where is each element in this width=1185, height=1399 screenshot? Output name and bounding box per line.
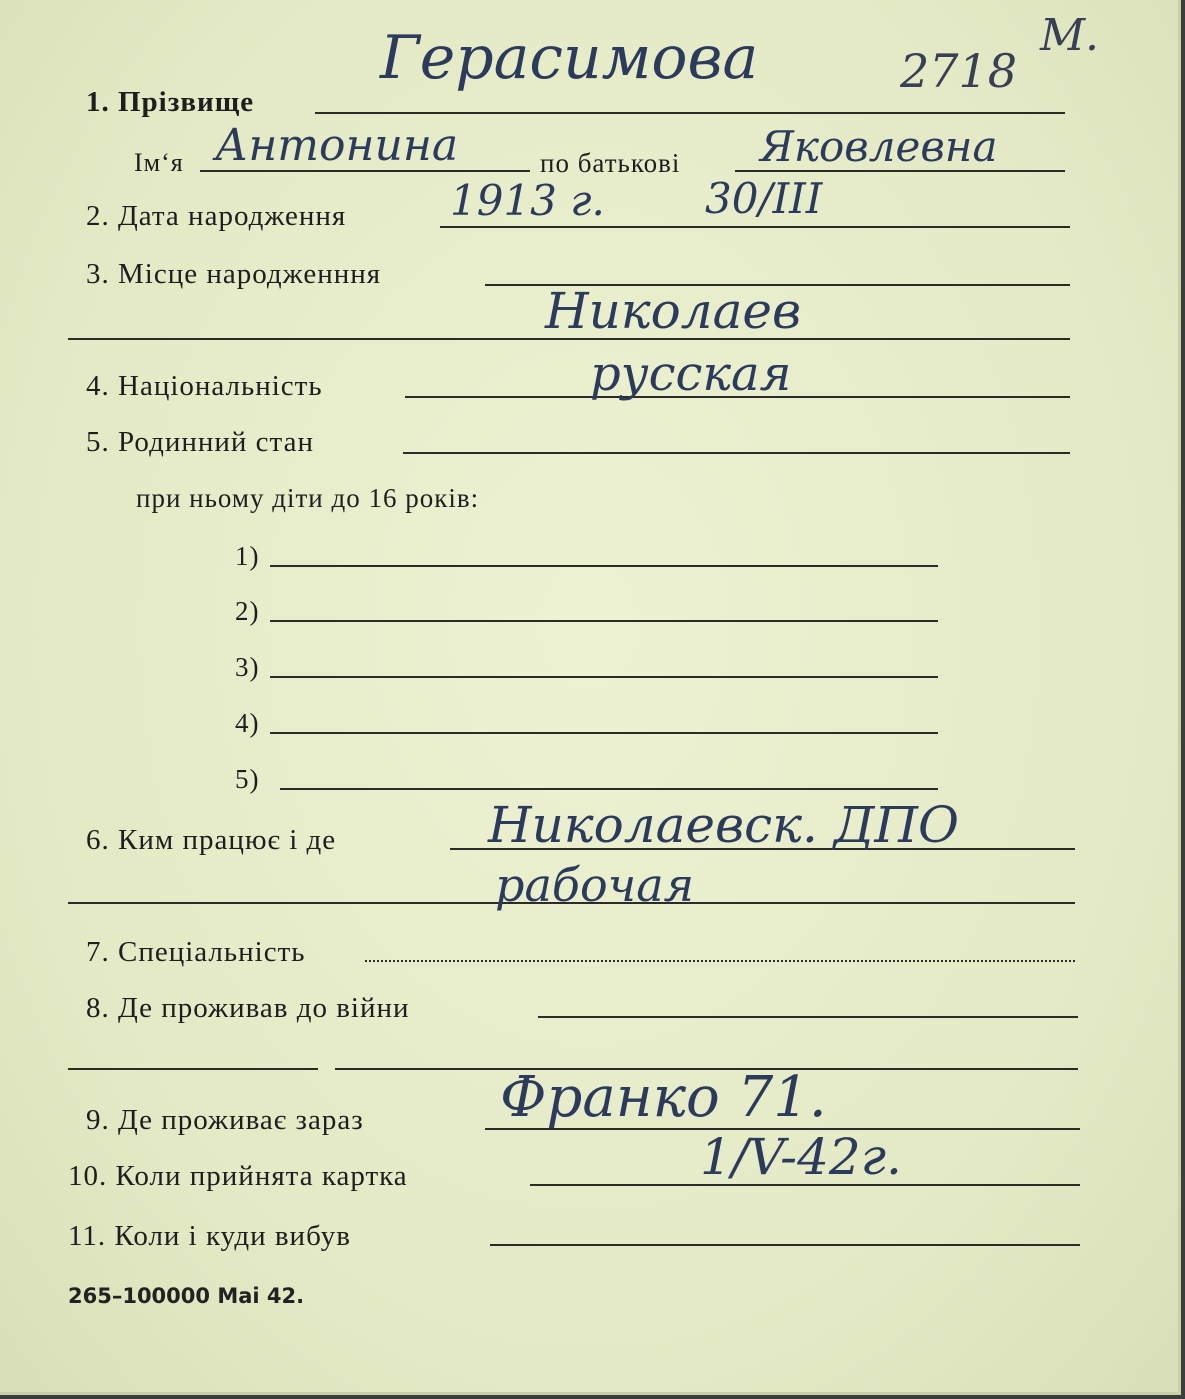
birth-place-label: 3. Місце народженння [86, 258, 382, 290]
birth-date-day: 30/III [705, 174, 823, 223]
birth-date-label: 2. Дата народження [86, 200, 347, 232]
pre-war-residence-line [538, 1016, 1078, 1018]
child-4-line [270, 732, 938, 734]
surname-label: 1. Прізвище [86, 86, 255, 118]
work-value-line-2: рабочая [495, 858, 695, 912]
birth-place-value: Николаев [545, 282, 802, 340]
print-code: 265–100000 Mai 42. [68, 1284, 305, 1308]
specialty-line [365, 960, 1075, 962]
departed-label: 11. Коли і куди вибув [68, 1220, 351, 1252]
card-accepted-label: 10. Коли прийнята картка [68, 1160, 408, 1192]
nationality-label: 4. Національність [86, 370, 323, 402]
child-1-line [270, 565, 938, 567]
child-4-label: 4) [235, 708, 260, 738]
birth-date-year: 1913 г. [450, 176, 605, 225]
name-value: Антонина [215, 120, 459, 171]
pre-war-residence-line-2 [68, 1068, 318, 1070]
specialty-label: 7. Спеціальність [86, 936, 306, 968]
patronymic-label: по батькові [540, 148, 681, 178]
children-note: при ньому діти до 16 років: [136, 483, 480, 513]
child-5-label: 5) [235, 764, 260, 794]
child-3-label: 3) [235, 652, 260, 682]
current-residence-label: 9. Де проживає зараз [86, 1104, 364, 1136]
surname-value: Герасимова [380, 23, 759, 93]
record-number: 2718 [900, 44, 1018, 98]
card-accepted-value: 1/V-42г. [700, 1128, 902, 1186]
current-residence-value: Франко 71. [500, 1065, 827, 1130]
name-label: Ім‘я [134, 148, 184, 177]
work-value-line-1: Николаевск. ДПО [488, 796, 959, 854]
record-letter: М. [1040, 10, 1100, 61]
birth-date-line [440, 226, 1070, 228]
departed-line [490, 1244, 1080, 1246]
patronymic-value: Яковлевна [760, 122, 998, 171]
pre-war-residence-label: 8. Де проживав до війни [86, 992, 410, 1024]
family-status-line [403, 452, 1070, 454]
work-label: 6. Ким працює і де [86, 824, 337, 856]
nationality-value: русская [590, 346, 792, 402]
child-5-line [280, 788, 938, 790]
child-2-line [270, 620, 938, 622]
child-2-label: 2) [235, 596, 260, 626]
surname-line [315, 112, 1065, 114]
family-status-label: 5. Родинний стан [86, 426, 314, 458]
child-3-line [270, 676, 938, 678]
child-1-label: 1) [235, 541, 260, 571]
